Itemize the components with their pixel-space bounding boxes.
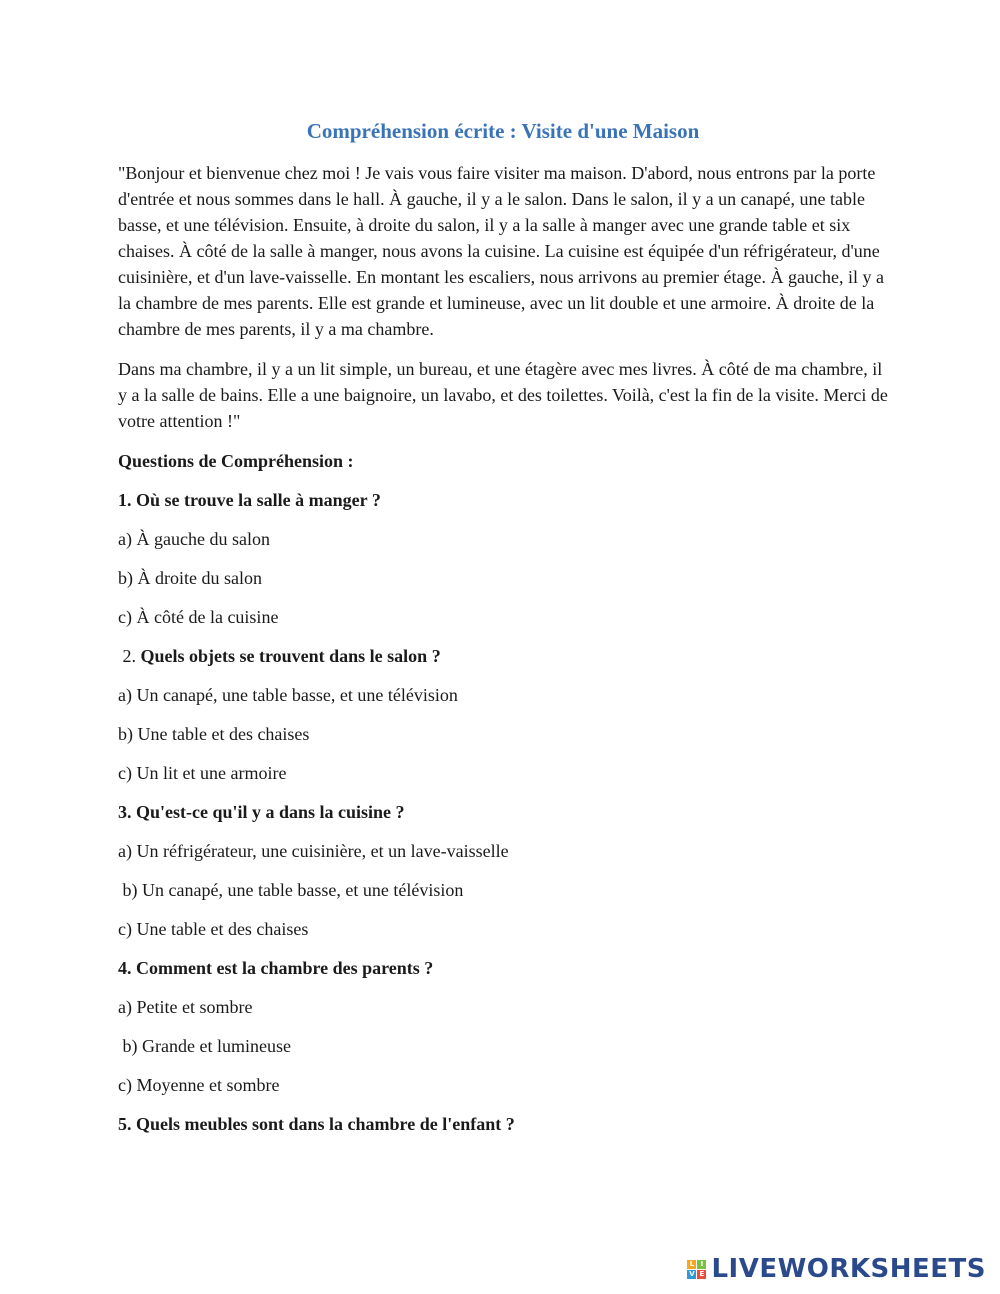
question-3 [118, 799, 888, 825]
question-4 [118, 955, 888, 981]
question-2 [118, 643, 888, 669]
logo-badge-icon [687, 1260, 706, 1279]
answer-option[interactable]: c) Un lit et une armoire [118, 763, 287, 783]
badge-letter: V [689, 1269, 695, 1278]
answer-option[interactable]: b) Une table et des chaises [118, 724, 310, 744]
question-text: Où se trouve la salle à manger ? [136, 490, 381, 510]
question-number: 2. [118, 646, 136, 666]
answer-option[interactable]: b) Grande et lumineuse [118, 1036, 291, 1056]
question-1 [118, 487, 888, 513]
answer-option[interactable]: b) Un canapé, une table basse, et une télévision [118, 880, 464, 900]
liveworksheets-logo[interactable] [687, 1254, 986, 1284]
answer-option[interactable]: c) Une table et des chaises [118, 919, 309, 939]
answer-option[interactable]: a) Un canapé, une table basse, et une télévision [118, 685, 458, 705]
answer-option[interactable]: c) Moyenne et sombre [118, 1075, 280, 1095]
answer-option[interactable]: a) Petite et sombre [118, 997, 253, 1017]
worksheet-page [118, 116, 888, 1150]
question-number: 3. [118, 802, 132, 822]
question-number: 5. [118, 1114, 132, 1134]
question-number: 1. [118, 490, 132, 510]
question-text: Qu'est-ce qu'il y a dans la cuisine ? [136, 802, 405, 822]
questions-heading: Questions de Compréhension : [118, 451, 354, 471]
question-number: 4. [118, 958, 132, 978]
answer-option[interactable]: b) À droite du salon [118, 568, 262, 588]
badge-letter: I [697, 1260, 706, 1269]
question-text: Quels objets se trouvent dans le salon ? [140, 646, 441, 666]
badge-letter: E [697, 1270, 706, 1279]
answer-option[interactable]: c) À côté de la cuisine [118, 607, 279, 627]
badge-letter: L [687, 1260, 696, 1269]
reading-paragraph-1: "Bonjour et bienvenue chez moi ! Je vais vous faire visiter ma maison. D'abord, nous entrons par la porte d'entrée et nous sommes dans le hall. À gauche, il y a le salon. Dans le salon, il y a un canapé, une table basse, et une télévision. Ensuite, à droite du salon, il y a la salle à manger avec une grande table et six chaises. À côté de la salle à manger, nous avons la cuisine. La cuisine est équipée d'un réfrigérateur, d'une cuisinière, et d'un lave-vaisselle. En montant les escaliers, nous arrivons au premier étage. À gauche, il y a la chambre de mes parents. Elle est grande et lumineuse, avec un lit double et une armoire. À droite de la chambre de mes parents, il y a ma chambre. [118, 163, 884, 339]
reading-paragraph-2: Dans ma chambre, il y a un lit simple, un bureau, et une étagère avec mes livres. À côté de ma chambre, il y a la salle de bains. Elle a une baignoire, un lavabo, et des toilettes. Voilà, c'est la fin de la visite. Merci de votre attention !" [118, 359, 888, 431]
question-text: Quels meubles sont dans la chambre de l'enfant ? [136, 1114, 515, 1134]
answer-option[interactable]: a) Un réfrigérateur, une cuisinière, et un lave-vaisselle [118, 841, 509, 861]
answer-option[interactable]: a) À gauche du salon [118, 529, 270, 549]
question-5 [118, 1111, 888, 1137]
question-text: Comment est la chambre des parents ? [136, 958, 434, 978]
logo-text: LIVEWORKSHEETS [711, 1254, 986, 1284]
page-title: Compréhension écrite : Visite d'une Maison [306, 119, 700, 143]
